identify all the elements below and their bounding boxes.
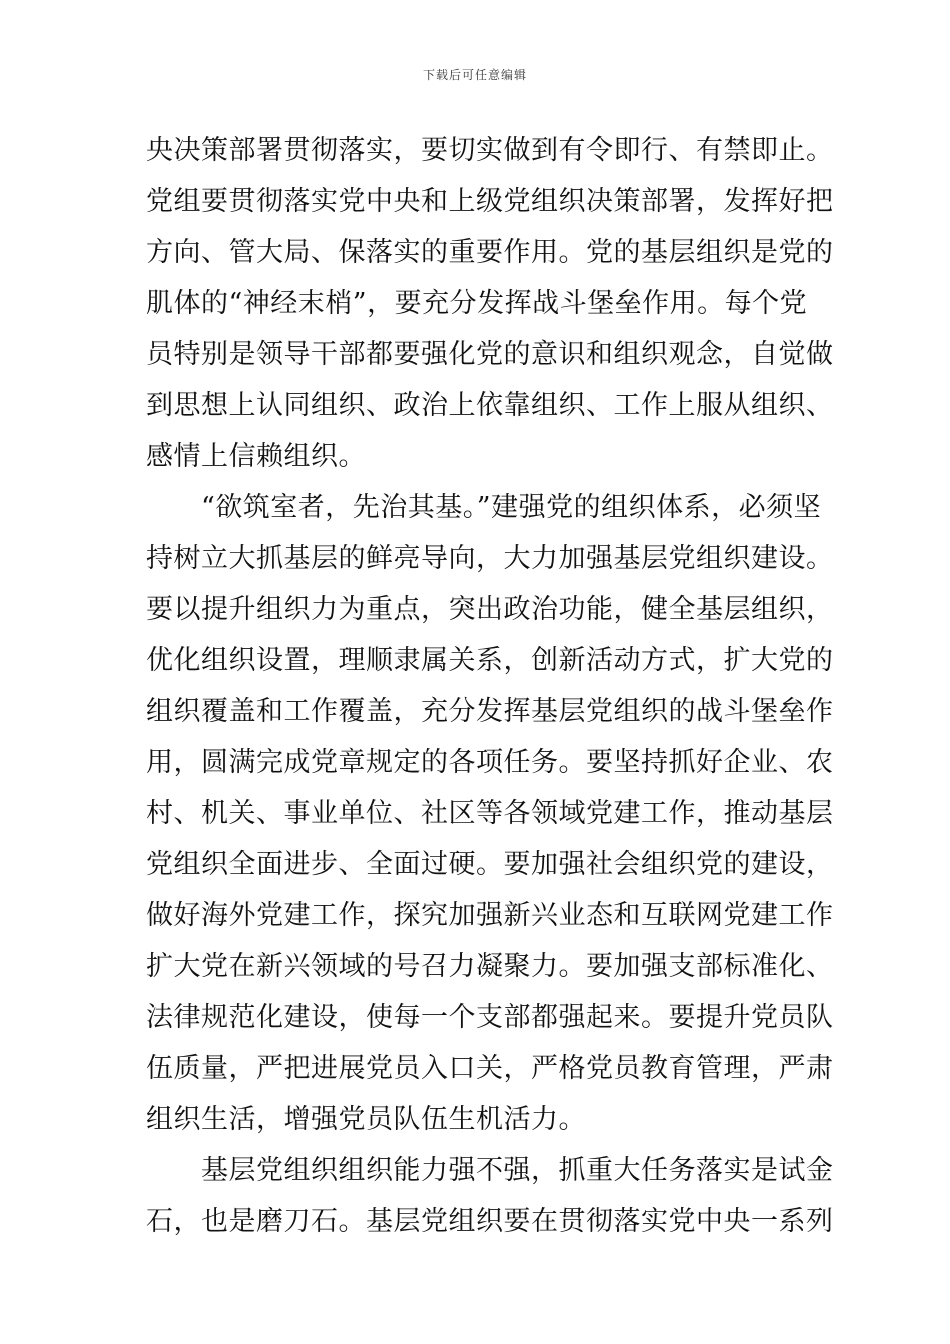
page-header: 下载后可任意编辑: [422, 68, 527, 82]
text-line: 基层党组织组织能力强不强，抓重大任务落实是试金: [146, 1155, 834, 1186]
text-line: 感情上信赖组织。: [146, 441, 366, 472]
text-line: 村、机关、事业单位、社区等各领域党建工作，推动基层: [146, 798, 834, 829]
text-line: 优化组织设置，理顺隶属关系，创新活动方式，扩大党的: [146, 645, 834, 676]
text-line: 用，圆满完成党章规定的各项任务。要坚持抓好企业、农: [146, 747, 834, 778]
text-line: 党组织全面进步、全面过硬。要加强社会组织党的建设，: [146, 849, 834, 880]
text-line: 法律规范化建设，使每一个支部都强起来。要提升党员队: [146, 1002, 834, 1033]
text-line: 伍质量，严把进展党员入口关，严格党员教育管理，严肃: [146, 1053, 834, 1084]
text-line: 要以提升组织力为重点，突出政治功能，健全基层组织，: [146, 594, 834, 625]
text-line: 扩大党在新兴领域的号召力凝聚力。要加强支部标准化、: [146, 951, 834, 982]
text-line: 持树立大抓基层的鲜亮导向，大力加强基层党组织建设。: [146, 543, 834, 574]
text-line: “欲筑室者，先治其基。”建强党的组织体系，必须坚: [146, 492, 822, 523]
text-line: 组织覆盖和工作覆盖，充分发挥基层党组织的战斗堡垒作: [146, 696, 834, 727]
text-line: 员特别是领导干部都要强化党的意识和组织观念，自觉做: [146, 339, 834, 370]
document-body: [146, 125, 834, 1247]
text-line: 方向、管大局、保落实的重要作用。党的基层组织是党的: [146, 237, 834, 268]
text-line: 到思想上认同组织、政治上依靠组织、工作上服从组织、: [146, 390, 834, 421]
text-line: 央决策部署贯彻落实，要切实做到有令即行、有禁即止。: [146, 135, 834, 166]
text-line: 党组要贯彻落实党中央和上级党组织决策部署，发挥好把: [146, 186, 834, 217]
text-line: 石，也是磨刀石。基层党组织要在贯彻落实党中央一系列: [146, 1206, 834, 1237]
text-line: 组织生活，增强党员队伍生机活力。: [146, 1104, 586, 1135]
text-line: 做好海外党建工作，探究加强新兴业态和互联网党建工作: [146, 900, 834, 931]
text-line: 肌体的“神经末梢”，要充分发挥战斗堡垒作用。每个党: [146, 288, 808, 319]
